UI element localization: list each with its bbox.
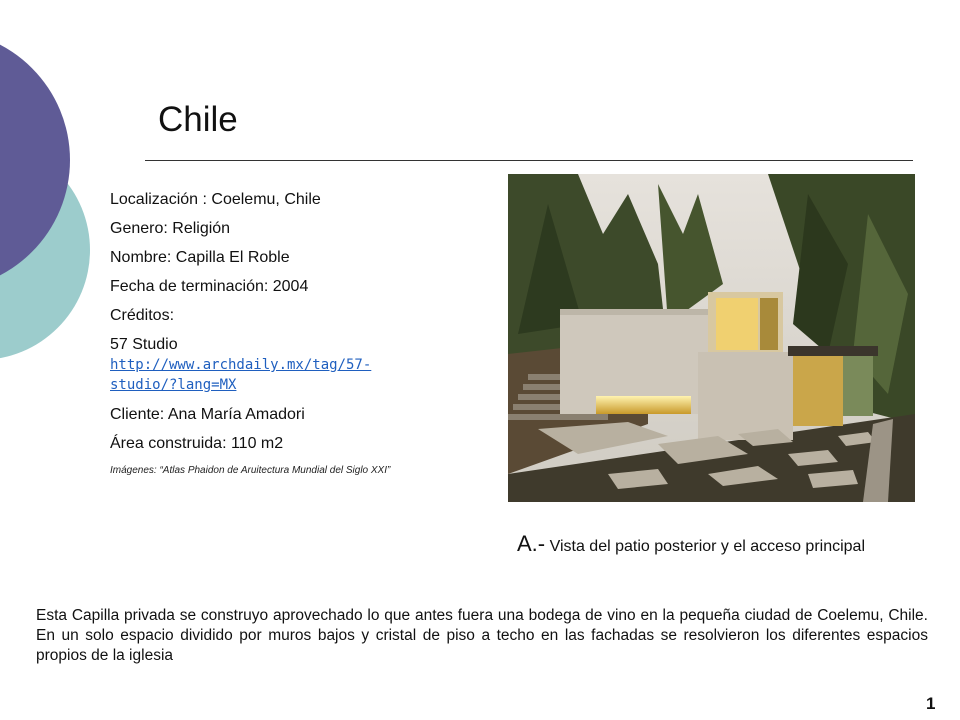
description-paragraph: Esta Capilla privada se construyo aprovechado lo que antes fuera una bodega de vino en la pequeña ciudad de Coelemu, Chile. En un solo espacio dividido por muros bajos y cristal de piso a techo en las fachadas se resolvieron los diferentes espacios propios de la iglesia: [36, 607, 928, 664]
info-fecha: Fecha de terminación: 2004: [110, 278, 309, 295]
info-studio-block: [110, 335, 470, 395]
project-info: [110, 186, 470, 479]
page-number: 1: [926, 694, 936, 713]
info-localizacion: Localización : Coelemu, Chile: [110, 191, 321, 208]
info-creditos: Créditos:: [110, 307, 175, 324]
info-genero: Genero: Religión: [110, 220, 231, 237]
caption-prefix: A.-: [517, 531, 546, 556]
studio-link[interactable]: [110, 355, 470, 395]
info-cliente: Cliente: Ana María Amadori: [110, 406, 305, 423]
chapel-photo: [508, 174, 915, 502]
title-divider: [145, 160, 913, 161]
info-imagenes: Imágenes: “Atlas Phaidon de Aruitectura Mundial del Siglo XXI”: [110, 465, 391, 476]
slide-title: Chile: [158, 100, 238, 139]
studio-link-line2: studio/?lang=MX: [110, 377, 237, 393]
info-studio: 57 Studio: [110, 336, 178, 353]
info-area: Área construida: 110 m2: [110, 435, 284, 452]
photo-caption: [517, 531, 905, 559]
info-nombre: Nombre: Capilla El Roble: [110, 249, 290, 266]
caption-text: Vista del patio posterior y el acceso principal: [545, 538, 865, 555]
studio-link-line1: http://www.archdaily.mx/tag/57-: [110, 357, 372, 373]
